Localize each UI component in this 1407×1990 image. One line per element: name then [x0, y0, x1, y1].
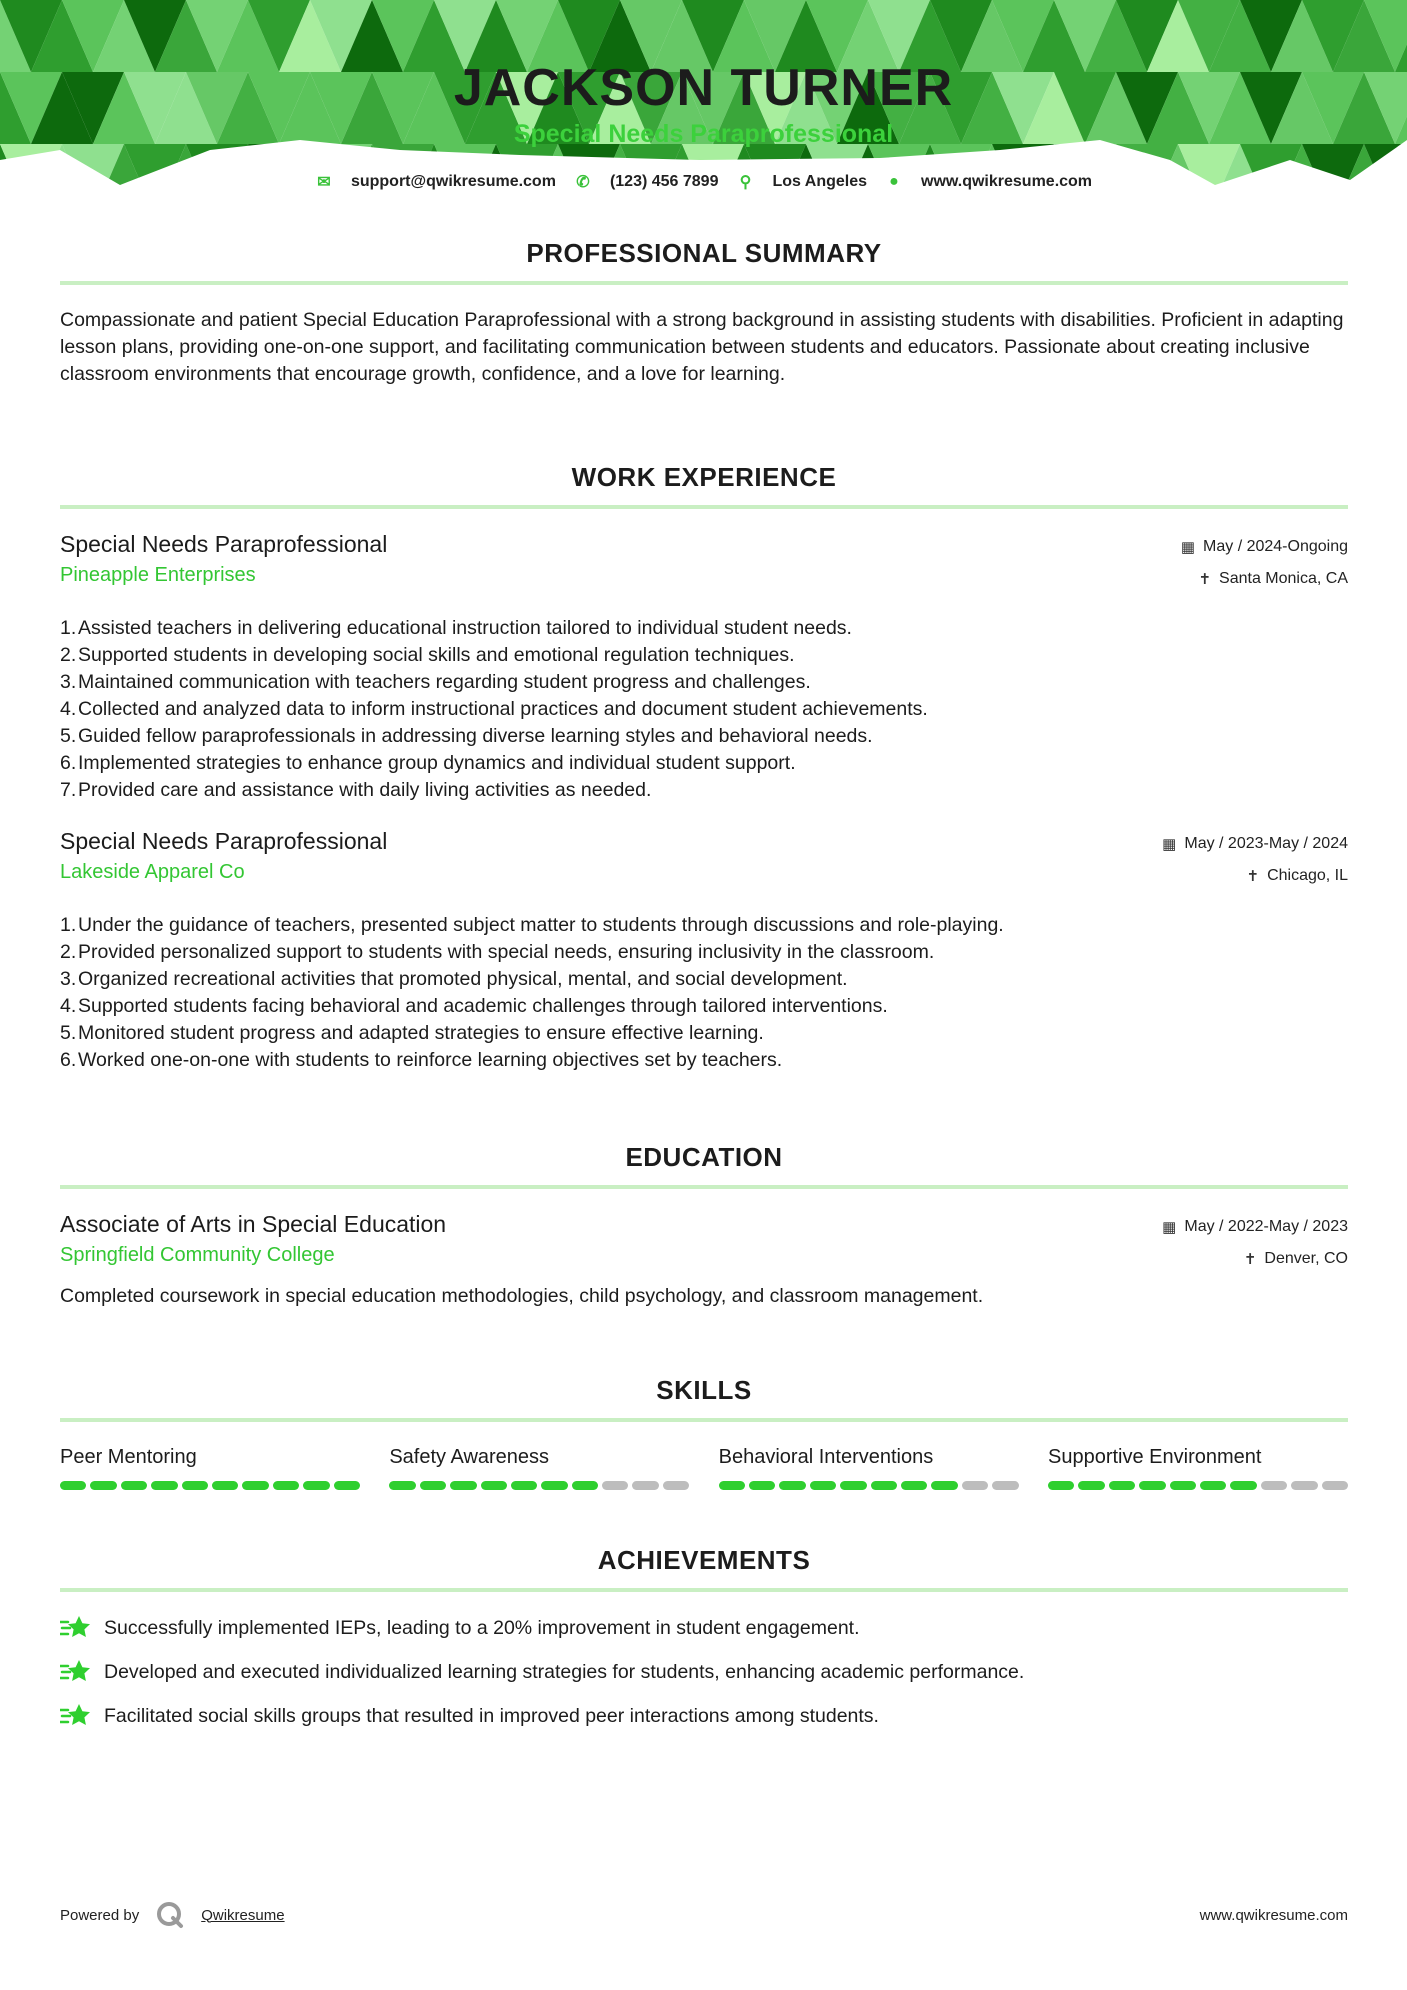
pushpin-icon: ✝: [1198, 571, 1212, 588]
skill-item: [1048, 1446, 1348, 1490]
skill-rating: [389, 1481, 689, 1490]
contact-phone[interactable]: (123) 456 7899: [609, 173, 719, 190]
list-item: 3. Maintained communication with teachers regarding student progress and challenges.: [60, 671, 811, 693]
skill-rating-dot: [151, 1481, 177, 1490]
list-item: 2. Provided personalized support to students with special needs, ensuring inclusivity in the classroom.: [60, 941, 935, 963]
skill-rating: [719, 1481, 1019, 1490]
skill-rating-dot: [389, 1481, 415, 1490]
skill-rating-dot: [420, 1481, 446, 1490]
skill-rating-dot: [779, 1481, 805, 1490]
contact-bar: [0, 172, 1407, 192]
pushpin-icon: ✝: [1246, 868, 1260, 885]
job-title: Special Needs Paraprofessional: [60, 531, 388, 557]
job-title: Special Needs Paraprofessional: [60, 828, 388, 854]
section-title: SKILLS: [60, 1375, 1348, 1422]
skill-name: Supportive Environment: [1047, 1446, 1262, 1468]
skills-list: [60, 1446, 1348, 1490]
skill-rating-dot: [663, 1481, 689, 1490]
skill-item: [60, 1446, 360, 1490]
contact-website[interactable]: www.qwikresume.com: [921, 173, 1093, 190]
section-title: ACHIEVEMENTS: [60, 1545, 1348, 1592]
duty-list: [60, 615, 1348, 804]
star-icon: [60, 1614, 92, 1642]
skill-item: [389, 1446, 689, 1490]
skill-rating-dot: [303, 1481, 329, 1490]
education-location: Denver, CO: [1264, 1250, 1348, 1267]
globe-icon: ●: [889, 173, 899, 190]
company-name: Lakeside Apparel Co: [60, 861, 245, 883]
skill-rating-dot: [749, 1481, 775, 1490]
achievement-item: Facilitated social skills groups that resulted in improved peer interactions among students.: [60, 1694, 1348, 1738]
calendar-icon: ▦: [1162, 1219, 1177, 1236]
section-title: EDUCATION: [60, 1142, 1348, 1189]
footer-website[interactable]: www.qwikresume.com: [1199, 1906, 1348, 1924]
duty-list: [60, 912, 1348, 1074]
skill-rating-dot: [840, 1481, 866, 1490]
skill-rating-dot: [901, 1481, 927, 1490]
skill-rating-dot: [810, 1481, 836, 1490]
education-section: [60, 1142, 1348, 1310]
achievements-section: [60, 1545, 1348, 1738]
degree-title: Associate of Arts in Special Education: [60, 1211, 447, 1237]
list-item: 6. Worked one-on-one with students to reinforce learning objectives set by teachers.: [60, 1049, 783, 1071]
skill-rating-dot: [541, 1481, 567, 1490]
skill-rating-dot: [1322, 1481, 1348, 1490]
skill-rating-dot: [1078, 1481, 1104, 1490]
school-name: Springfield Community College: [60, 1244, 335, 1266]
skill-rating-dot: [212, 1481, 238, 1490]
list-item: 5. Monitored student progress and adapted strategies to ensure effective learning.: [60, 1022, 764, 1044]
list-item: 3. Organized recreational activities that promoted physical, mental, and social development.: [60, 968, 848, 990]
skill-rating-dot: [871, 1481, 897, 1490]
skill-name: Peer Mentoring: [60, 1446, 197, 1468]
education-dates: May / 2022-May / 2023: [1184, 1218, 1348, 1235]
list-item: 7. Provided care and assistance with daily living activities as needed.: [60, 779, 652, 801]
skill-rating-dot: [60, 1481, 86, 1490]
skill-rating-dot: [121, 1481, 147, 1490]
calendar-icon: ▦: [1162, 836, 1177, 853]
calendar-icon: ▦: [1180, 539, 1196, 556]
star-icon: [60, 1658, 92, 1686]
skill-rating-dot: [1230, 1481, 1256, 1490]
skill-name: Behavioral Interventions: [718, 1446, 934, 1468]
skill-rating-dot: [242, 1481, 268, 1490]
job-dates: May / 2024-Ongoing: [1203, 538, 1348, 555]
skill-rating: [60, 1481, 360, 1490]
company-name: Pineapple Enterprises: [60, 564, 256, 586]
job-entry: [60, 531, 1348, 804]
skill-rating-dot: [1048, 1481, 1074, 1490]
footer: [60, 1900, 1348, 1930]
achievement-item: Developed and executed individualized learning strategies for students, enhancing academic performance.: [60, 1650, 1348, 1694]
education-entry: [60, 1211, 1348, 1310]
skill-name: Safety Awareness: [389, 1446, 550, 1468]
skill-rating-dot: [719, 1481, 745, 1490]
skill-rating-dot: [572, 1481, 598, 1490]
skill-rating-dot: [334, 1481, 360, 1490]
job-entry: [60, 828, 1348, 1074]
star-icon: [60, 1702, 92, 1730]
skill-rating-dot: [962, 1481, 988, 1490]
job-location: Chicago, IL: [1267, 867, 1348, 884]
skill-rating-dot: [1200, 1481, 1226, 1490]
map-pin-icon: ⚲: [739, 174, 752, 191]
skill-rating-dot: [1109, 1481, 1135, 1490]
contact-location: Los Angeles: [772, 173, 868, 190]
section-title: PROFESSIONAL SUMMARY: [60, 238, 1348, 285]
job-location: Santa Monica, CA: [1219, 570, 1348, 587]
contact-email[interactable]: support@qwikresume.com: [350, 173, 556, 190]
list-item: 5. Guided fellow paraprofessionals in addressing diverse learning styles and behavioral needs.: [60, 725, 873, 747]
list-item: 4. Collected and analyzed data to inform instructional practices and document student achievements.: [60, 698, 928, 720]
skill-rating-dot: [931, 1481, 957, 1490]
skill-rating-dot: [481, 1481, 507, 1490]
skill-rating-dot: [273, 1481, 299, 1490]
pushpin-icon: ✝: [1243, 1251, 1257, 1268]
skill-rating-dot: [992, 1481, 1018, 1490]
skill-rating-dot: [1291, 1481, 1317, 1490]
experience-section: [60, 462, 1348, 1074]
candidate-name: JACKSON TURNER: [453, 59, 954, 117]
skill-rating-dot: [90, 1481, 116, 1490]
summary-section: [60, 238, 1348, 388]
section-title: WORK EXPERIENCE: [60, 462, 1348, 509]
skills-section: [60, 1375, 1348, 1490]
skill-rating-dot: [602, 1481, 628, 1490]
brand-link[interactable]: Qwikresume: [201, 1906, 285, 1924]
qwikresume-logo: [155, 1900, 185, 1930]
list-item: 6. Implemented strategies to enhance group dynamics and individual student support.: [60, 752, 796, 774]
achievement-item: Successfully implemented IEPs, leading to a 20% improvement in student engagement.: [60, 1606, 1348, 1650]
summary-text: Compassionate and patient Special Education Paraprofessional with a strong background in assisting students with disabilities. Proficient in adapting lesson plans, providing one-on-one support, and facilitating communication between students and educators. Passionate about creating inclusive classroom environments that encourage growth, confidence, and a love for learning.: [60, 309, 1344, 385]
skill-rating: [1048, 1481, 1348, 1490]
skill-rating-dot: [511, 1481, 537, 1490]
job-dates: May / 2023-May / 2024: [1184, 835, 1348, 852]
envelope-icon: ✉: [317, 174, 331, 191]
achievement-list: [60, 1606, 1348, 1738]
skill-item: [719, 1446, 1019, 1490]
skill-rating-dot: [632, 1481, 658, 1490]
skill-rating-dot: [450, 1481, 476, 1490]
powered-by-label: Powered by: [60, 1906, 140, 1924]
skill-rating-dot: [1261, 1481, 1287, 1490]
list-item: 4. Supported students facing behavioral and academic challenges through tailored interventions.: [60, 995, 888, 1017]
list-item: 1. Assisted teachers in delivering educational instruction tailored to individual student needs.: [60, 617, 852, 639]
candidate-role: Special Needs Paraprofessional: [513, 120, 894, 148]
phone-icon: ✆: [576, 174, 590, 191]
skill-rating-dot: [1139, 1481, 1165, 1490]
list-item: 2. Supported students in developing social skills and emotional regulation techniques.: [60, 644, 795, 666]
list-item: 1. Under the guidance of teachers, presented subject matter to students through discussions and role-playing.: [60, 914, 1004, 936]
skill-rating-dot: [1170, 1481, 1196, 1490]
skill-rating-dot: [182, 1481, 208, 1490]
education-description: Completed coursework in special education methodologies, child psychology, and classroom management.: [60, 1285, 984, 1307]
